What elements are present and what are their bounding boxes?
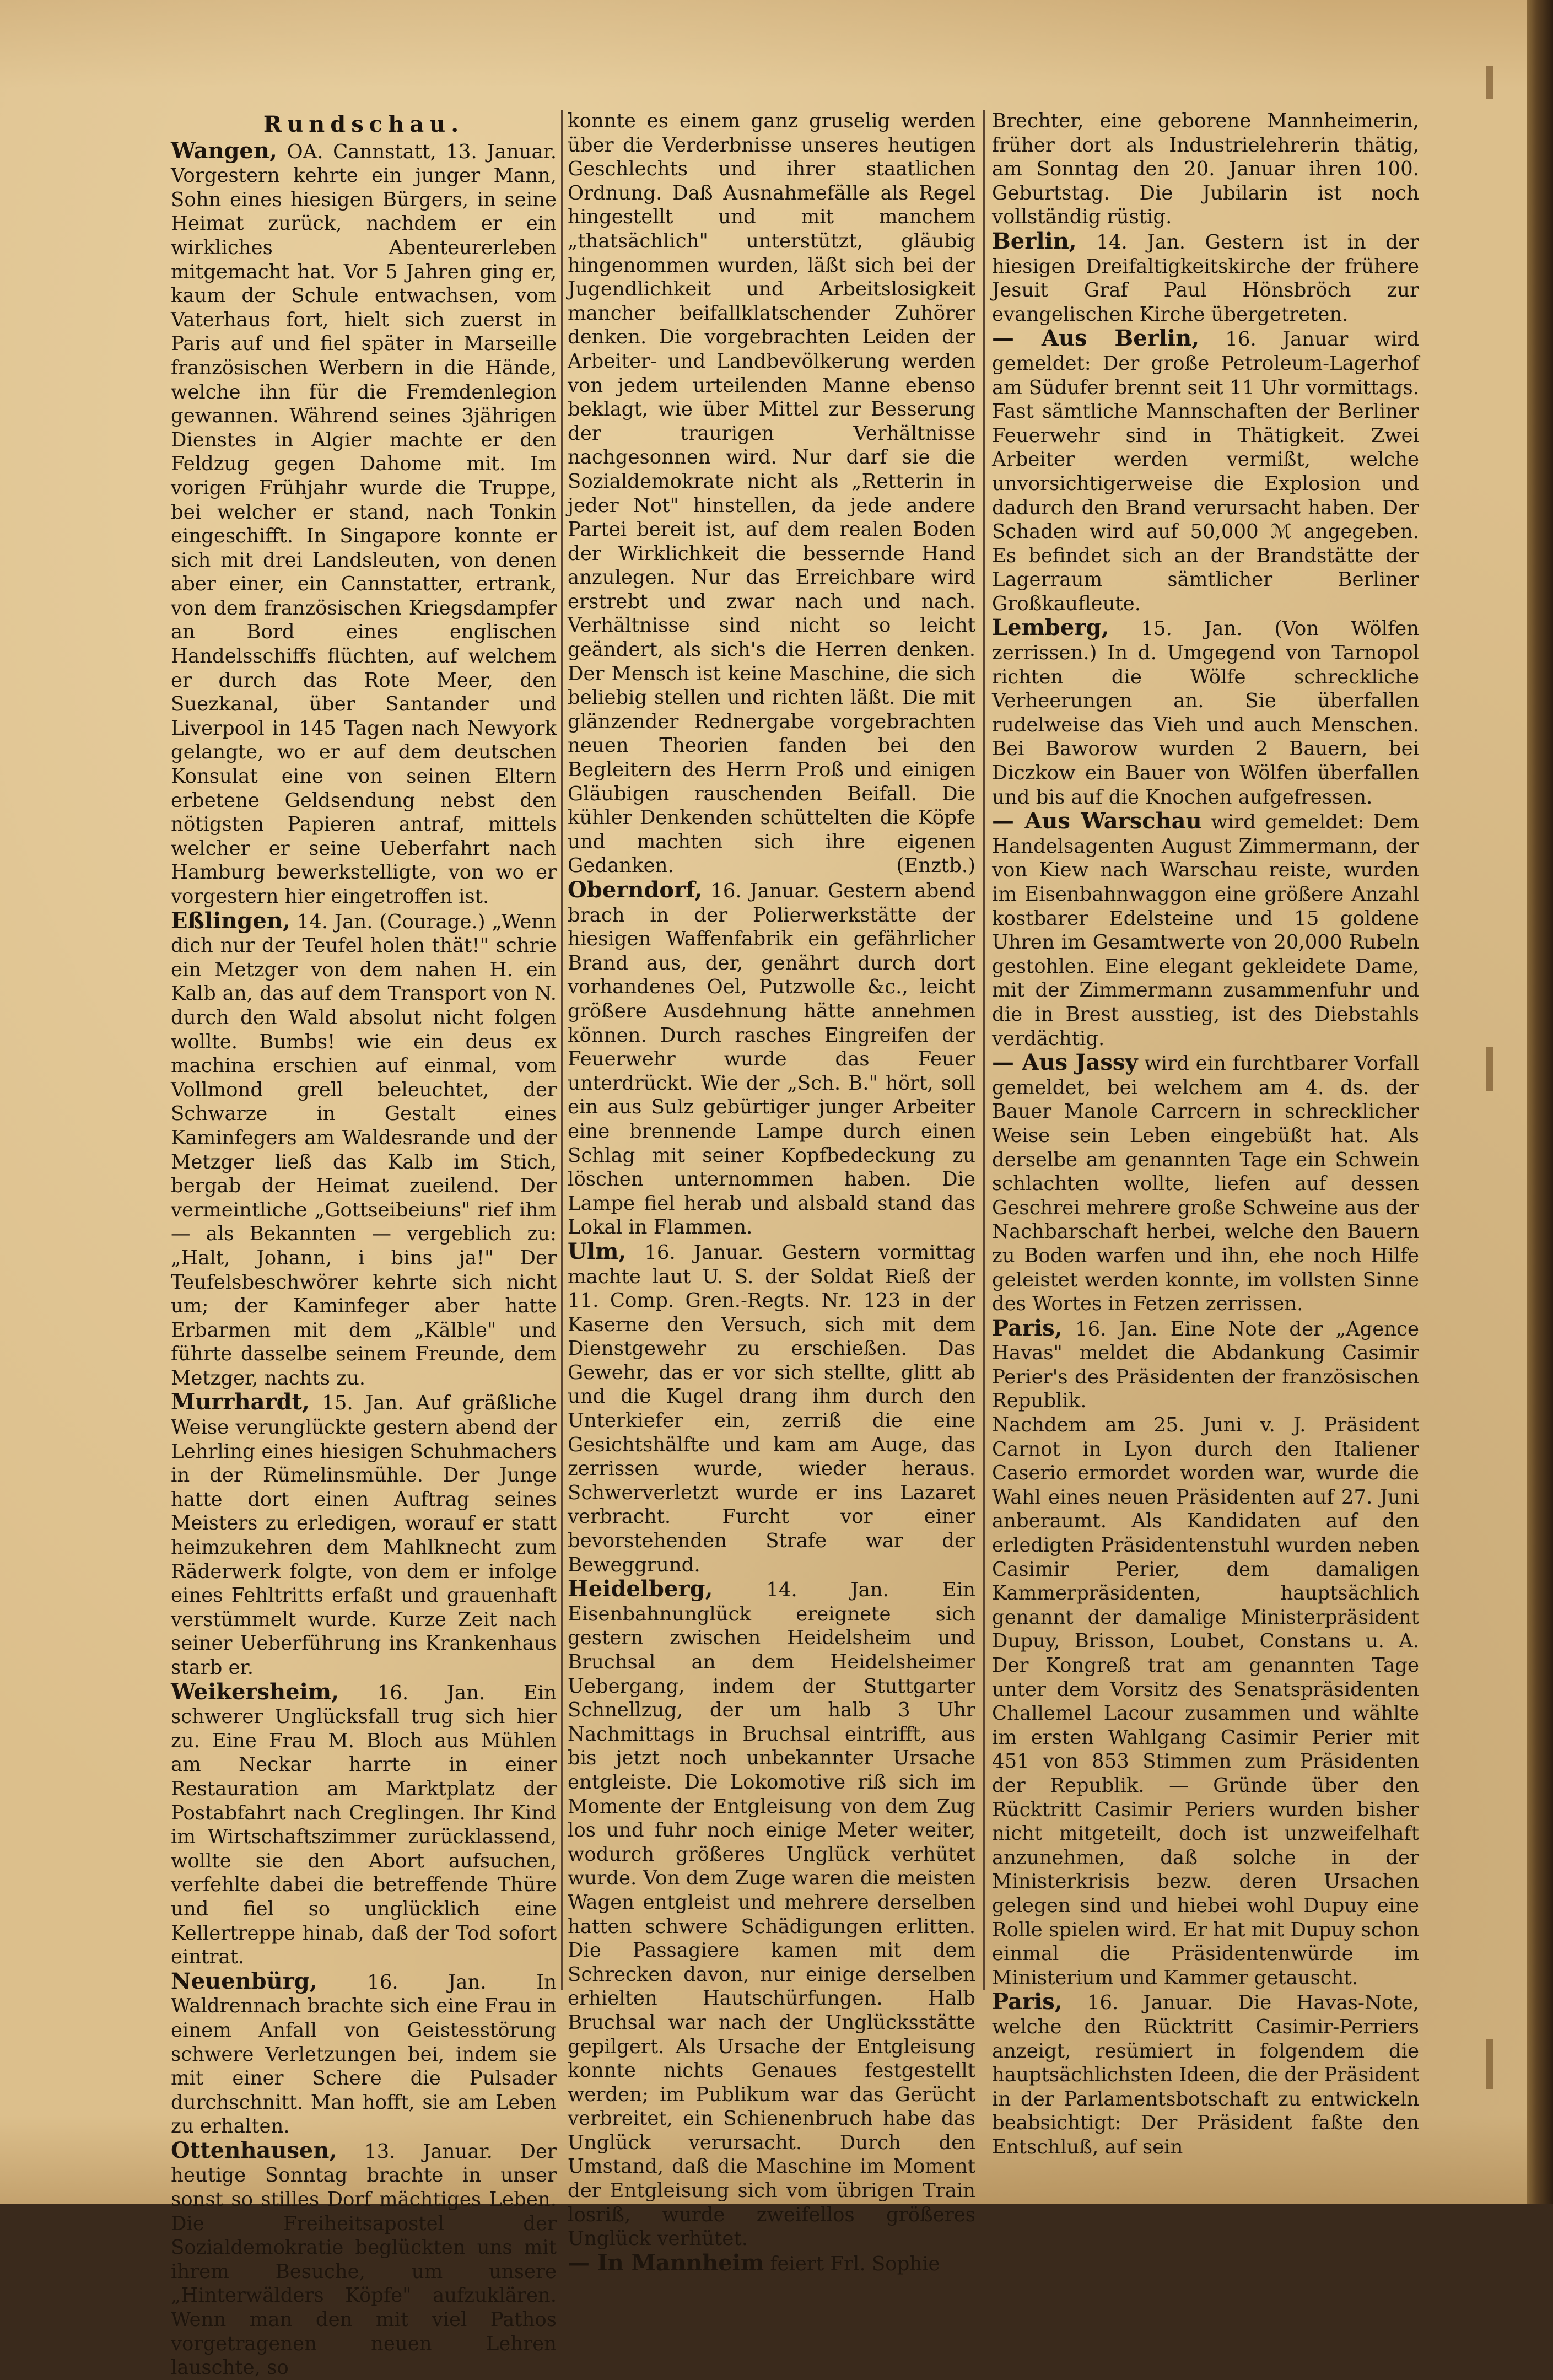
- article-dateline: — Aus Jassy: [992, 1049, 1138, 1076]
- article-paragraph: [992, 1990, 1419, 2159]
- column-1-articles: [171, 139, 557, 2380]
- article-text: 16. Jan. Eine Note der „Agence Havas" meldet die Abdankung Casimir Perier's des Präsidenten der französischen Republik.: [992, 1317, 1419, 1413]
- article-text: 16. Januar wird gemeldet: Der große Petroleum-Lagerhof am Südufer brennt seit 11 Uhr vormittags. Fast sämtliche Mannschaften der Berliner Feuerwehr sind in Thätigkeit. Zwei Arbeiter werden vermißt, welche unvorsichtigerweise die Explosion und dadurch den Brand verursacht haben. Der Schaden wird auf 50,000 ℳ angegeben. Es befindet sich an der Brandstätte der Lagerraum sämtlicher Berliner Großkaufleute.: [992, 328, 1419, 615]
- article-text: 15. Jan. (Von Wölfen zerrissen.) In d. Umgegend von Tarnopol richten die Wölfe schreckliche Verheerungen an. Sie überfallen rudelweise das Vieh und auch Menschen. Bei Baworow wurden 2 Bauern, bei Diczkow ein Bauer von Wölfen überfallen und bis auf die Knochen aufgefressen.: [992, 617, 1419, 809]
- column-divider: [983, 110, 985, 1990]
- article-source: (Enztb.): [896, 854, 975, 877]
- article-paragraph: [171, 1680, 557, 1969]
- article-paragraph: [568, 1577, 975, 2251]
- article-text: 15. Jan. Auf gräßliche Weise verunglückte gestern abend der Lehrling eines hiesigen Schuhmachers in der Rümelinsmühle. Der Junge hatte dort einen Auftrag seines Meisters zu erledigen, worauf er statt heimzukehren dem Mahlknecht zum Räderwerk folgte, von dem er infolge eines Fehltritts erfaßt und grauenhaft verstümmelt wurde. Kurze Zeit nach seiner Ueberführung ins Krankenhaus starb er.: [171, 1392, 557, 1679]
- article-dateline: — Aus Berlin,: [992, 325, 1200, 352]
- article-dateline: — In Mannheim: [568, 2249, 764, 2276]
- article-paragraph: [992, 229, 1419, 326]
- article-dateline: Oberndorf,: [568, 877, 703, 903]
- article-text: 16. Januar. Gestern abend brach in der Polierwerkstätte der hiesigen Waffenfabrik ein gefährlicher Brand aus, der, genährt durch dort vorhandenes Oel, Putzwolle &c., leicht größere Ausdehnung hätte annehmen können. Durch rasches Eingreifen der Feuerwehr wurde das Feuer unterdrückt. Wie der „Sch. B." hört, soll ein aus Sulz gebürtiger junger Arbeiter eine brennende Lampe durch einen Schlag mit seiner Kopfbedeckung zu löschen unternommen haben. Die Lampe fiel herab und alsbald stand das Lokal in Flammen.: [568, 880, 975, 1239]
- article-dateline: Weikersheim,: [171, 1678, 339, 1705]
- article-text: Brechter, eine geborene Mannheimerin, früher dort als Industrielehrerin thätig, am Sonntag den 20. Januar ihren 100. Geburtstag. Die Jubilarin ist noch vollständig rüstig.: [992, 110, 1419, 229]
- book-binding-edge: [1527, 0, 1553, 2204]
- article-text: feiert Frl. Sophie: [770, 2252, 940, 2275]
- page-edge-wear: [1486, 66, 1493, 99]
- article-paragraph: [992, 1413, 1419, 1990]
- article-paragraph: [992, 1051, 1419, 1316]
- article-paragraph: [568, 2251, 975, 2276]
- article-text: 14. Jan. Ein Eisenbahnunglück ereignete sich gestern zwischen Heidelsheim und Bruchsal an dem Heidelsheimer Uebergang, indem der Stuttgarter Schnellzug, der um halb 3 Uhr Nachmittags in Bruchsal eintrifft, aus bis jetzt noch unbekannter Ursache entgleiste. Die Lokomotive riß sich im Momente der Entgleisung von dem Zug los und fuhr noch einige Meter weiter, wodurch größeres Unglück verhütet wurde. Von dem Zuge waren die meisten Wagen entgleist und mehrere derselben hatten schwere Schädigungen erlitten. Die Passagiere kamen mit dem Schrecken davon, nur einige derselben erhielten Hautschürfungen. Halb Bruchsal war nach der Unglücksstätte gepilgert. Als Ursache der Entgleisung konnte nichts Genaues festgestellt werden; im Publikum war das Gerücht verbreitet, ein Schienenbruch habe das Unglück verursacht. Durch den Umstand, daß die Maschine im Moment der Entgleisung sich vom übrigen Train losriß, wurde zweifellos größeres Unglück verhütet.: [568, 1579, 975, 2250]
- column-2-articles: [568, 109, 975, 2276]
- section-heading: Rundschau.: [263, 111, 465, 137]
- article-dateline: Neuenbürg,: [171, 1968, 317, 1994]
- article-dateline: Paris,: [992, 1989, 1063, 2015]
- column-2: [568, 109, 975, 2276]
- article-paragraph: [992, 616, 1419, 809]
- article-paragraph: [171, 1969, 557, 2139]
- article-dateline: Ulm,: [568, 1238, 627, 1264]
- article-dateline: Lemberg,: [992, 615, 1109, 641]
- article-text: wird gemeldet: Dem Handelsagenten August Zimmermann, der von Kiew nach Warschau reiste, wurden im Eisenbahnwaggon eine größere Anzahl kostbarer Edelsteine und 15 goldene Uhren im Gesamtwerte von 20,000 Rubeln gestohlen. Eine elegant gekleidete Dame, mit der Zimmermann zusammenfuhr und die in Brest ausstieg, ist des Diebstahls verdächtig.: [992, 811, 1419, 1050]
- article-paragraph: [992, 326, 1419, 616]
- article-dateline: Heidelberg,: [568, 1576, 713, 1602]
- article-paragraph: [171, 2139, 557, 2380]
- column-3-articles: [992, 109, 1419, 2159]
- page-edge-wear: [1486, 2039, 1493, 2089]
- page-edge-wear: [1486, 1047, 1493, 1091]
- article-dateline: Paris,: [992, 1315, 1063, 1341]
- article-paragraph: [992, 809, 1419, 1051]
- article-text: 13. Januar. Der heutige Sonntag brachte in unser sonst so stilles Dorf mächtiges Leben. Die Freiheitsapostel der Sozialdemokratie beglückten uns mit ihrem Besuche, um unsere „Hinterwälders Köpfe" aufzuklären. Wenn man den mit viel Pathos vorgetragenen neuen Lehren lauschte, so: [171, 2140, 557, 2379]
- article-text: OA. Cannstatt, 13. Januar. Vorgestern kehrte ein junger Mann, Sohn eines hiesigen Bürgers, in seine Heimat zurück, nachdem er ein wirkliches Abenteurerleben mitgemacht hat. Vor 5 Jahren ging er, kaum der Schule entwachsen, vom Vaterhaus fort, hielt sich zuerst in Paris auf und fiel später in Marseille französischen Werbern in die Hände, welche ihn für die Fremdenlegion gewannen. Während seines 3jährigen Dienstes in Algier machte er den Feldzug gegen Dahome mit. Im vorigen Frühjahr wurde die Truppe, bei welcher er stand, nach Tonkin eingeschifft. In Singapore konnte er sich mit drei Landsleuten, von denen aber einer, ein Cannstatter, ertrank, von dem französischen Kriegsdampfer an Bord eines englischen Handelsschiffs flüchten, auf welchem er durch das Rote Meer, den Suezkanal, über Santander und Liverpool in 145 Tagen nach Newyork gelangte, wo er auf dem deutschen Konsulat eine von seinen Eltern erbetene Geldsendung nebst den nötigsten Papieren antraf, mittels welcher er seine Ueberfahrt nach Hamburg bewerkstelligte, von wo er vorgestern hier eingetroffen ist.: [171, 140, 557, 908]
- article-paragraph: [992, 1316, 1419, 1413]
- article-dateline: Ottenhausen,: [171, 2137, 337, 2163]
- article-dateline: Eßlingen,: [171, 907, 290, 934]
- article-paragraph: [171, 1390, 557, 1679]
- article-paragraph: [568, 1240, 975, 1577]
- column-3: [992, 109, 1419, 2158]
- article-text: 16. Jan. In Waldrennach brachte sich eine Frau in einem Anfall von Geistesstörung schwere Verletzungen bei, indem sie mit einer Schere die Pulsader durchschnitt. Man hofft, sie am Leben zu erhalten.: [171, 1970, 557, 2138]
- article-text: konnte es einem ganz gruselig werden über die Verderbnisse unseres heutigen Geschlechts und ihrer staatlichen Ordnung. Daß Ausnahmefälle als Regel hingestellt und mit manchem „thatsächlich" unterstützt, gläubig hingenommen wurden, läßt sich bei der Jugendlichkeit und Arbeitslosigkeit mancher beifallklatschender Zuhörer denken. Die vorgebrachten Leiden der Arbeiter- und Landbevölkerung werden von jedem urteilenden Manne ebenso beklagt, wie über Mittel zur Besserung der traurigen Verhältnisse nachgesonnen wird. Nur darf sie die Sozialdemokrate nicht als „Retterin in jeder Not" hinstellen, da jede andere Partei bereit ist, auf dem realen Boden der Wirklichkeit die bessernde Hand anzulegen. Nur das Erreichbare wird erstrebt und zwar nach und nach. Verhältnisse sind nicht so leicht geändert, als sich's die Herren denken. Der Mensch ist keine Maschine, die sich beliebig stellen und richten läßt. Die mit glänzender Rednergabe vorgebrachten neuen Theorien fanden bei den Begleitern des Herrn Proß und einigen Gläubigen rauschenden Beifall. Die kühler Denkenden schüttelten die Köpfe und machten sich ihre eigenen Gedanken.: [568, 110, 975, 877]
- article-text: 14. Jan. Gestern ist in der hiesigen Dreifaltigkeitskirche der frühere Jesuit Graf Paul Hönsbröch zur evangelischen Kirche übergetreten.: [992, 230, 1419, 326]
- article-text: 14. Jan. (Courage.) „Wenn dich nur der Teufel holen thät!" schrie ein Metzger von dem nahen H. ein Kalb an, das auf dem Transport von N. durch den Wald absolut nicht folgen wollte. Bumbs! wie ein deus ex machina erschien auf einmal, vom Vollmond grell beleuchtet, der Schwarze in Gestalt eines Kaminfegers am Waldesrande und der Metzger ließ das Kalb im Stich, bergab der Heimat zueilend. Der vermeintliche „Gottseibeiuns" rief ihm — als Bekannten — vergeblich zu: „Halt, Johann, i bins ja!" Der Teufelsbeschwörer kehrte sich nicht um; der Kaminfeger aber hatte Erbarmen mit dem „Kälble" und führte dasselbe seinem Freunde, dem Metzger, nachts zu.: [171, 910, 557, 1390]
- article-dateline: Murrhardt,: [171, 1389, 310, 1415]
- article-dateline: — Aus Warschau: [992, 808, 1202, 834]
- article-text: 16. Januar. Die Havas-Note, welche den Rücktritt Casimir-Perriers anzeigt, resümiert in folgendem die hauptsächlichsten Ideen, die der Präsident in der Parlamentsbotschaft zu entwickeln beabsichtigt: Der Präsident faßte den Entschluß, auf sein: [992, 1991, 1419, 2158]
- article-text: wird ein furchtbarer Vorfall gemeldet, bei welchem am 4. ds. der Bauer Manole Carrcern in schrecklicher Weise sein Leben eingebüßt hat. Als derselbe am genannten Tage ein Schwein schlachten wollte, liefen auf dessen Geschrei mehrere große Schweine aus der Nachbarschaft herbei, welche den Bauern zu Boden warfen und ihn, ehe noch Hilfe geleistet werden konnte, im vollsten Sinne des Wortes in Fetzen zerrissen.: [992, 1052, 1419, 1316]
- article-dateline: Berlin,: [992, 228, 1077, 254]
- article-paragraph: [171, 139, 557, 909]
- article-text: 16. Jan. Ein schwerer Unglücksfall trug sich hier zu. Eine Frau M. Bloch aus Mühlen am Neckar harrte in einer Restauration am Marktplatz der Postabfahrt nach Creglingen. Ihr Kind im Wirtschaftszimmer zurücklassend, wollte sie den Abort aufsuchen, verfehlte dabei die betreffende Thüre und fiel so unglücklich eine Kellertreppe hinab, daß der Tod sofort eintrat.: [171, 1681, 557, 1969]
- article-text: Nachdem am 25. Juni v. J. Präsident Carnot in Lyon durch den Italiener Caserio ermordet worden war, wurde die Wahl eines neuen Präsidenten auf 27. Juni anberaumt. Als Kandidaten auf den erledigten Präsidentenstuhl wurden neben Casimir Perier, dem damaligen Kammerpräsidenten, hauptsächlich genannt der damalige Ministerpräsident Dupuy, Brisson, Loubet, Constans u. A. Der Kongreß trat am genannten Tage unter dem Vorsitz des Senatspräsidenten Challemel Lacour zusammen und wählte im ersten Wahlgang Casimir Perier mit 451 von 853 Stimmen zum Präsidenten der Republik. — Gründe über den Rücktritt Casimir Periers wurden bisher nicht mitgeteilt, doch ist unzweifelhaft anzunehmen, daß solche in der Ministerkrisis bezw. deren Ursachen gelegen sind und hiebei wohl Dupuy eine Rolle spielen wird. Er hat mit Dupuy schon einmal die Präsidentenwürde im Ministerium und Kammer getauscht.: [992, 1414, 1419, 1989]
- article-text: 16. Januar. Gestern vormittag machte laut U. S. der Soldat Rieß der 11. Comp. Gren.-Regts. Nr. 123 in der Kaserne den Versuch, sich mit dem Dienstgewehr zu erschießen. Das Gewehr, das er vor sich stellte, glitt ab und die Kugel drang ihm durch den Unterkiefer ein, zerriß die eine Gesichtshälfte und kam am Auge, das zerrissen wurde, wieder heraus. Schwerverletzt wurde er ins Lazaret verbracht. Furcht vor einer bevorstehenden Strafe war der Beweggrund.: [568, 1241, 975, 1576]
- article-paragraph: [992, 109, 1419, 229]
- article-dateline: Wangen,: [171, 137, 277, 164]
- article-paragraph: [568, 878, 975, 1240]
- article-paragraph: [568, 109, 975, 878]
- article-paragraph: [171, 909, 557, 1391]
- column-1: [171, 109, 557, 2379]
- column-divider: [561, 110, 563, 1990]
